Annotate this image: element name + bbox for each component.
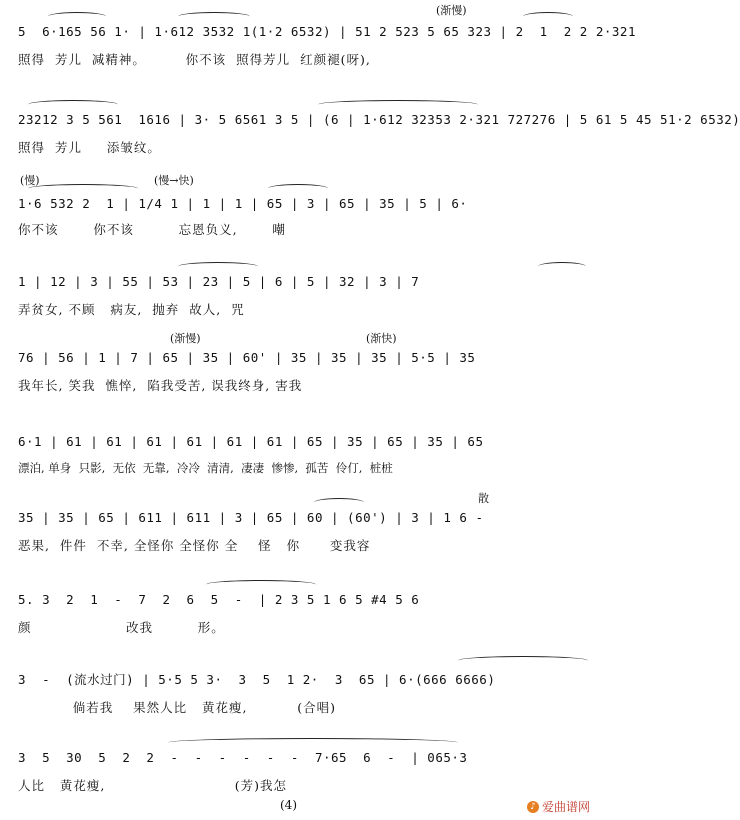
- notation-line: 76 | 56 | 1 | 7 | 65 | 35 | 60' | 35 | 35 | 35 | 5·5 | 35: [18, 349, 476, 365]
- notation-line: 5 6·165 56 1· | 1·612 3532 1(1·2 6532) | 51 2 523 5 65 323 | 2 1 2 2 2·321: [18, 23, 636, 39]
- tempo-annotation: (慢→快): [154, 174, 194, 187]
- lyric-line: 我年长, 笑我 憔悴, 陷我受苦, 误我终身, 害我: [18, 378, 303, 393]
- lyric-line: 人比 黄花瘦, (芳)我怎: [18, 778, 287, 793]
- lyric-line: 照得 芳儿 减精神。 你不该 照得芳儿 红颜褪(呀),: [18, 52, 371, 67]
- site-logo: [527, 798, 590, 815]
- page-number: (4): [280, 798, 297, 812]
- tempo-annotation: (慢): [20, 174, 40, 187]
- notation-line: 6·1 | 61 | 61 | 61 | 61 | 61 | 61 | 65 | 35 | 65 | 35 | 65: [18, 433, 484, 449]
- lyric-line: 弄贫女, 不顾 病友, 抛弃 故人, 咒: [18, 302, 245, 317]
- page-footer: [0, 798, 600, 814]
- notation-line: 1 | 12 | 3 | 55 | 53 | 23 | 5 | 6 | 5 | 32 | 3 | 7: [18, 273, 420, 289]
- music-note-icon: ♪: [527, 801, 539, 813]
- lyric-line: 恶果, 件件 不幸, 全怪你 全怪你 全 怪 你 变我容: [18, 538, 371, 553]
- notation-line: 5. 3 2 1 - 7 2 6 5 - | 2 3 5 1 6 5 #4 5 6: [18, 591, 420, 607]
- lyric-line: 漂泊, 单身 只影, 无依 无靠, 冷冷 清清, 凄凄 惨惨, 孤苦 伶仃, 桩桩: [18, 461, 393, 475]
- tempo-annotation: (渐慢): [436, 4, 467, 17]
- tempo-annotation: 散: [478, 492, 489, 505]
- notation-line: 3 5 30 5 2 2 - - - - - - 7·65 6 - | 065·3: [18, 749, 468, 765]
- notation-line: 35 | 35 | 65 | 611 | 611 | 3 | 65 | 60 | (60') | 3 | 1 6 -: [18, 509, 484, 525]
- lyric-line: 倘若我 果然人比 黄花瘦, (合唱): [18, 700, 336, 715]
- notation-line: 1·6 532 2 1 | 1/4 1 | 1 | 1 | 65 | 3 | 65 | 35 | 5 | 6·: [18, 195, 468, 211]
- lyric-line: 你不该 你不该 忘恩负义, 嘲: [18, 222, 286, 237]
- slur-mark: [458, 656, 588, 665]
- notation-line: 3 - (流水过门) | 5·5 5 3· 3 5 1 2· 3 65 | 6·(666 6666): [18, 672, 496, 687]
- tempo-annotation: (渐慢): [170, 332, 201, 345]
- lyric-line: 照得 芳儿 添皱纹。: [18, 140, 161, 155]
- tempo-annotation: (渐快): [366, 332, 397, 345]
- logo-text: 爱曲谱网: [541, 800, 590, 814]
- notation-line: 23212 3 5 561 1616 | 3· 5 6561 3 5 | (6 | 1·612 32353 2·321 727276 | 5 61 5 45 51·2 6532): [18, 111, 740, 127]
- lyric-line: 颜 改我 形。: [18, 620, 225, 635]
